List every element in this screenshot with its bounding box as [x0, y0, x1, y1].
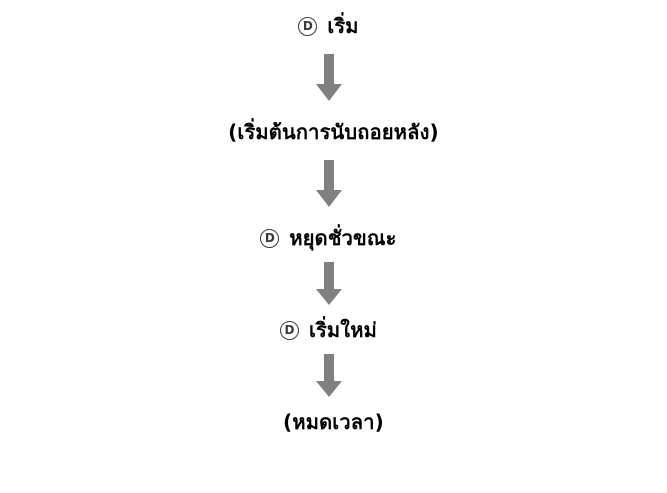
down-arrow-icon	[314, 54, 344, 102]
arrow-3-wrap	[0, 262, 667, 306]
circled-d-icon: D	[298, 17, 317, 36]
flow-node-timeout	[283, 410, 384, 434]
flow-node-countdown	[228, 120, 439, 144]
arrow-2-wrap	[0, 160, 667, 208]
circled-d-icon: D	[280, 321, 299, 340]
flow-node-label: เริ่มใหม่	[308, 318, 378, 342]
down-arrow-icon	[314, 160, 344, 208]
flow-node-label: (หมดเวลา)	[283, 410, 384, 434]
arrow-1-wrap	[0, 54, 667, 102]
flow-node-label: (เริ่มต้นการนับถอยหลัง)	[228, 120, 439, 144]
flow-node-label: หยุดชั่วขณะ	[289, 226, 397, 250]
flow-node-pause	[260, 226, 396, 250]
down-arrow-icon	[314, 262, 344, 306]
down-arrow-icon	[314, 354, 344, 398]
circled-d-icon: D	[260, 229, 279, 248]
flow-node-label: เริ่ม	[327, 14, 359, 38]
flow-node-restart	[280, 318, 377, 342]
arrow-4-wrap	[0, 354, 667, 398]
flow-node-start	[298, 14, 358, 38]
